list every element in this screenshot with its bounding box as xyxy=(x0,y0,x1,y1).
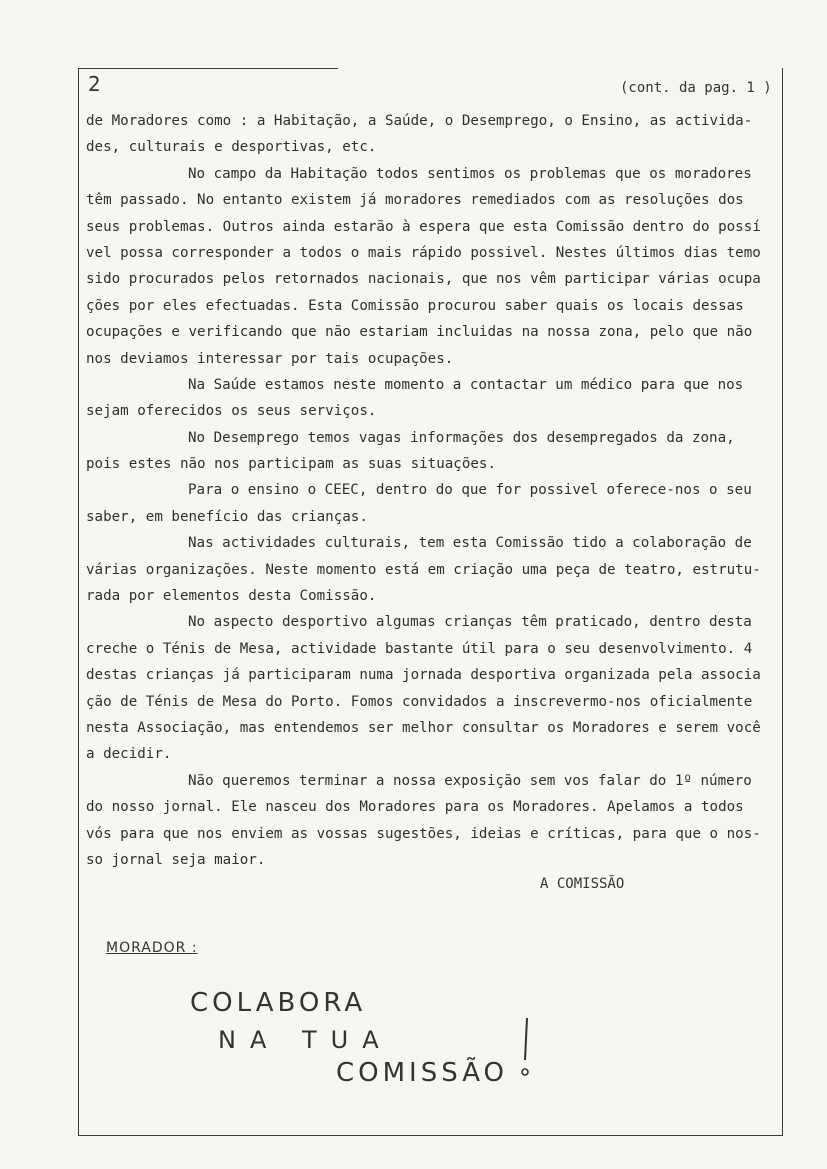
text-line: de Moradores como : a Habitação, a Saúde, o Desemprego, o Ensino, as activida- xyxy=(86,113,753,129)
text-line: a decidir. xyxy=(86,746,172,763)
text-line: pois estes não nos participam as suas situações. xyxy=(86,456,496,473)
text-line: várias organizações. Neste momento está em criação uma peça de teatro, estrutu- xyxy=(86,561,761,578)
handwritten-colabora: COLABORA xyxy=(190,988,367,1018)
text-line: sido procurados pelos retornados nacionais, que nos vêm participar várias ocupa xyxy=(86,271,761,288)
text-line: so jornal seja maior. xyxy=(86,851,266,868)
text-line: sejam oferecidos os seus serviços. xyxy=(86,403,377,420)
exclamation-mark-icon xyxy=(520,1016,532,1078)
text-line: vel possa corresponder a todos o mais rápido possivel. Nestes últimos dias temo xyxy=(86,244,761,261)
text-line: vós para que nos enviem as vossas sugestões, ideias e críticas, para que o nos- xyxy=(86,825,761,842)
continuation-note: (cont. da pag. 1 ) xyxy=(620,80,772,96)
text-line: Não queremos terminar a nossa exposição sem vos falar do 1º número xyxy=(188,772,752,789)
text-line: Na Saúde estamos neste momento a contactar um médico para que nos xyxy=(188,376,744,393)
text-line: rada por elementos desta Comissão. xyxy=(86,588,377,605)
text-line: seus problemas. Outros ainda estarão à espera que esta Comissão dentro do possí xyxy=(86,218,761,235)
text-line: des, culturais e desportivas, etc. xyxy=(86,139,377,156)
text-line: ocupações e verificando que não estariam incluidas na nossa zona, pelo que não xyxy=(86,324,753,341)
text-line: ção de Ténis de Mesa do Porto. Fomos convidados a inscrevermo-nos oficialmente xyxy=(86,693,753,710)
text-line: do nosso jornal. Ele nasceu dos Moradores para os Moradores. Apelamos a todos xyxy=(86,799,744,816)
text-line: Nas actividades culturais, tem esta Comissão tido a colaboração de xyxy=(188,535,752,552)
page-frame-top xyxy=(78,68,338,69)
text-line: No campo da Habitação todos sentimos os problemas que os moradores xyxy=(188,165,752,182)
text-line: têm passado. No entanto existem já moradores remediados com as resoluções dos xyxy=(86,192,744,209)
text-line: No Desemprego temos vagas informações dos desempregados da zona, xyxy=(188,429,735,446)
text-line: No aspecto desportivo algumas crianças têm praticado, dentro desta xyxy=(188,614,752,631)
text-line: destas crianças já participaram numa jornada desportiva organizada pela associa xyxy=(86,667,761,684)
handwritten-morador: MORADOR : xyxy=(106,940,198,956)
text-line: Para o ensino o CEEC, dentro do que for possivel oferece-nos o seu xyxy=(188,482,752,499)
signature: A COMISSÃO xyxy=(540,876,625,892)
document-body xyxy=(86,108,782,873)
text-line: ções por eles efectuadas. Esta Comissão procurou saber quais os locais dessas xyxy=(86,297,744,314)
text-line: creche o Ténis de Mesa, actividade bastante útil para o seu desenvolvimento. 4 xyxy=(86,640,753,657)
handwritten-comissao: COMISSÃO xyxy=(336,1058,509,1088)
text-line: nos deviamos interessar por tais ocupações. xyxy=(86,350,454,367)
page-number: 2 xyxy=(88,72,101,96)
handwritten-na-tua: NA TUA xyxy=(218,1026,393,1054)
text-line: saber, em benefício das crianças. xyxy=(86,508,368,525)
text-line: nesta Associação, mas entendemos ser melhor consultar os Moradores e serem você xyxy=(86,719,761,736)
